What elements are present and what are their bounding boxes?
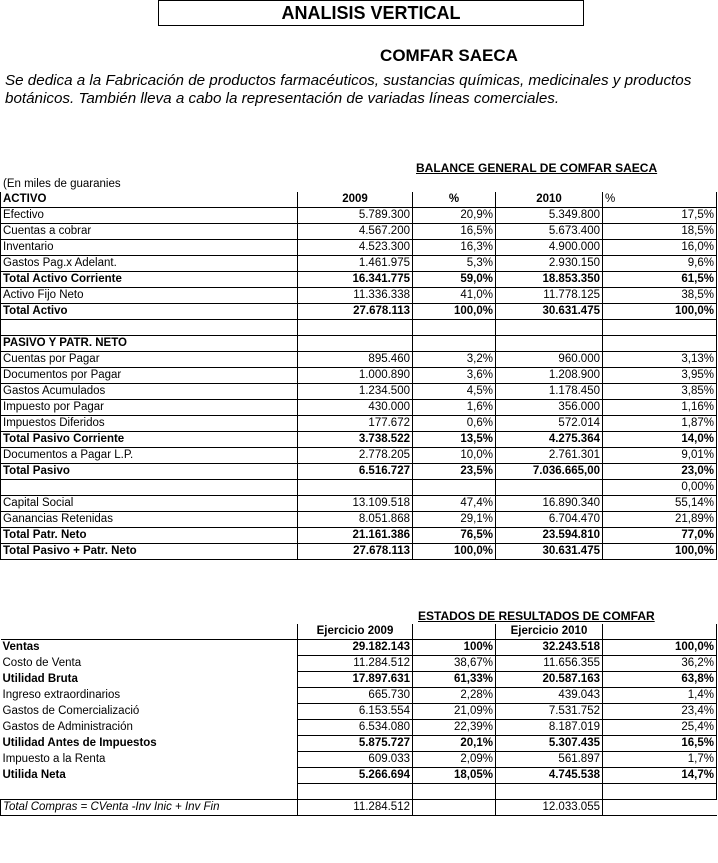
table-row [1, 352, 717, 368]
table-row [1, 256, 717, 272]
activo-heading: ACTIVO [1, 192, 298, 208]
row-label: Cuentas por Pagar [1, 352, 298, 368]
pct-2009: 41,0% [413, 288, 496, 304]
empty-cell [496, 320, 603, 336]
empty-cell [496, 336, 603, 352]
row-label: Impuesto a la Renta [1, 752, 298, 768]
value-2010: 572.014 [496, 416, 603, 432]
value-2009 [298, 480, 413, 496]
value-2010: 11.778.125 [496, 288, 603, 304]
row-label: Gastos Pag.x Adelant. [1, 256, 298, 272]
pct-2010: 0,00% [603, 480, 717, 496]
pct-2010: 16,0% [603, 240, 717, 256]
value-2010: 11.656.355 [496, 656, 603, 672]
row-label: Total Pasivo [1, 464, 298, 480]
table-row [1, 480, 717, 496]
pct-2010: 100,0% [603, 304, 717, 320]
pct-2009: 59,0% [413, 272, 496, 288]
value-2009: 177.672 [298, 416, 413, 432]
table-row [1, 656, 717, 672]
row-label: Total Activo [1, 304, 298, 320]
value-2009: 665.730 [298, 688, 413, 704]
row-label: Capital Social [1, 496, 298, 512]
pct-2010: 61,5% [603, 272, 717, 288]
pct-2010: 23,4% [603, 704, 717, 720]
table-row [1, 416, 717, 432]
empty-cell [603, 800, 717, 816]
table-row [1, 368, 717, 384]
pct-2009: 1,6% [413, 400, 496, 416]
row-label: Total Patr. Neto [1, 528, 298, 544]
table-row [1, 464, 717, 480]
company-description: Se dedica a la Fabricación de productos farmacéuticos, sustancias químicas, medicinales y productos botánicos. También lleva a cabo la representación de variadas líneas comerciales. [5, 72, 692, 107]
pct-2009: 23,5% [413, 464, 496, 480]
table-row [1, 720, 717, 736]
row-label: Documentos a Pagar L.P. [1, 448, 298, 464]
table-row [1, 528, 717, 544]
row-label: Utilidad Bruta [1, 672, 298, 688]
empty-cell [413, 624, 496, 640]
value-2009: 3.738.522 [298, 432, 413, 448]
table-row [1, 752, 717, 768]
col-header-2010: 2010 [496, 192, 603, 208]
value-2009: 8.051.868 [298, 512, 413, 528]
value-2010: 20.587.163 [496, 672, 603, 688]
row-label: Total Pasivo Corriente [1, 432, 298, 448]
spacer-row [1, 320, 717, 336]
compras-2010: 12.033.055 [496, 800, 603, 816]
row-label: Gastos de Administración [1, 720, 298, 736]
empty-cell [603, 624, 717, 640]
row-label: Costo de Venta [1, 656, 298, 672]
value-2010: 30.631.475 [496, 304, 603, 320]
pct-2010: 3,13% [603, 352, 717, 368]
empty-cell [298, 784, 413, 800]
empty-cell [413, 784, 496, 800]
col-header-ejercicio-2009: Ejercicio 2009 [298, 624, 413, 640]
pct-2009: 18,05% [413, 768, 496, 784]
value-2009: 2.778.205 [298, 448, 413, 464]
value-2010: 2.930.150 [496, 256, 603, 272]
col-header-pct-2009: % [413, 192, 496, 208]
resultados-header-row [1, 624, 717, 640]
pct-2009: 3,6% [413, 368, 496, 384]
value-2010: 18.853.350 [496, 272, 603, 288]
row-label: Documentos por Pagar [1, 368, 298, 384]
row-label: Utilidad Antes de Impuestos [1, 736, 298, 752]
value-2010: 6.704.470 [496, 512, 603, 528]
balance-title: BALANCE GENERAL DE COMFAR SAECA [416, 161, 658, 175]
pct-2009: 2,09% [413, 752, 496, 768]
table-row [1, 640, 717, 656]
value-2009: 16.341.775 [298, 272, 413, 288]
row-label: Activo Fijo Neto [1, 288, 298, 304]
pct-2010: 77,0% [603, 528, 717, 544]
value-2010 [496, 480, 603, 496]
pct-2009: 5,3% [413, 256, 496, 272]
pct-2010: 17,5% [603, 208, 717, 224]
value-2009: 17.897.631 [298, 672, 413, 688]
row-label: Total Pasivo + Patr. Neto [1, 544, 298, 560]
pct-2009 [413, 480, 496, 496]
value-2010: 8.187.019 [496, 720, 603, 736]
value-2010: 5.307.435 [496, 736, 603, 752]
value-2009: 5.266.694 [298, 768, 413, 784]
pct-2010: 36,2% [603, 656, 717, 672]
empty-cell [1, 784, 298, 800]
table-row [1, 272, 717, 288]
pct-2010: 25,4% [603, 720, 717, 736]
pasivo-header-row [1, 336, 717, 352]
empty-cell [496, 784, 603, 800]
pct-2010: 1,7% [603, 752, 717, 768]
table-row [1, 432, 717, 448]
pct-2009: 21,09% [413, 704, 496, 720]
pct-2010: 9,6% [603, 256, 717, 272]
empty-cell [413, 320, 496, 336]
empty-cell [413, 336, 496, 352]
pct-2009: 20,9% [413, 208, 496, 224]
table-row [1, 400, 717, 416]
pasivo-heading: PASIVO Y PATR. NETO [1, 336, 298, 352]
value-2009: 27.678.113 [298, 304, 413, 320]
compras-2009: 11.284.512 [298, 800, 413, 816]
table-row [1, 688, 717, 704]
col-header-2009: 2009 [298, 192, 413, 208]
pct-2010: 18,5% [603, 224, 717, 240]
pct-2009: 16,3% [413, 240, 496, 256]
table-row [1, 448, 717, 464]
pct-2009: 29,1% [413, 512, 496, 528]
pct-2009: 61,33% [413, 672, 496, 688]
pct-2010: 3,85% [603, 384, 717, 400]
pct-2009: 13,5% [413, 432, 496, 448]
empty-cell [603, 320, 717, 336]
table-row [1, 512, 717, 528]
page-title: ANALISIS VERTICAL [158, 0, 584, 26]
pct-2009: 47,4% [413, 496, 496, 512]
empty-cell [1, 624, 298, 640]
row-label: Ingreso extraordinarios [1, 688, 298, 704]
table-row [1, 240, 717, 256]
value-2010: 23.594.810 [496, 528, 603, 544]
row-label: Gastos de Comercializació [1, 704, 298, 720]
value-2009: 11.336.338 [298, 288, 413, 304]
empty-cell [603, 784, 717, 800]
value-2009: 6.534.080 [298, 720, 413, 736]
empty-cell [1, 320, 298, 336]
table-row [1, 224, 717, 240]
pct-2009: 4,5% [413, 384, 496, 400]
value-2009: 6.153.554 [298, 704, 413, 720]
pct-2010: 14,7% [603, 768, 717, 784]
empty-cell [298, 336, 413, 352]
value-2009: 4.523.300 [298, 240, 413, 256]
pct-2009: 100% [413, 640, 496, 656]
table-row [1, 736, 717, 752]
value-2009: 29.182.143 [298, 640, 413, 656]
value-2010: 5.349.800 [496, 208, 603, 224]
value-2010: 30.631.475 [496, 544, 603, 560]
row-label: Efectivo [1, 208, 298, 224]
table-row [1, 768, 717, 784]
value-2010: 356.000 [496, 400, 603, 416]
resultados-title: ESTADOS DE RESULTADOS DE COMFAR [418, 609, 655, 623]
balance-header-row [1, 192, 717, 208]
value-2010: 960.000 [496, 352, 603, 368]
value-2010: 4.745.538 [496, 768, 603, 784]
col-header-pct-2010: % [603, 192, 717, 208]
value-2009: 11.284.512 [298, 656, 413, 672]
row-label: Impuesto por Pagar [1, 400, 298, 416]
table-row [1, 704, 717, 720]
table-row [1, 672, 717, 688]
spacer-row [1, 784, 717, 800]
pct-2009: 3,2% [413, 352, 496, 368]
pct-2009: 100,0% [413, 304, 496, 320]
value-2010: 2.761.301 [496, 448, 603, 464]
value-2010: 32.243.518 [496, 640, 603, 656]
pct-2010: 1,87% [603, 416, 717, 432]
table-row [1, 496, 717, 512]
pct-2009: 38,67% [413, 656, 496, 672]
row-label: Ventas [1, 640, 298, 656]
pct-2010: 63,8% [603, 672, 717, 688]
value-2010: 439.043 [496, 688, 603, 704]
pct-2009: 10,0% [413, 448, 496, 464]
value-2009: 6.516.727 [298, 464, 413, 480]
pct-2010: 1,4% [603, 688, 717, 704]
value-2009: 1.000.890 [298, 368, 413, 384]
value-2010: 7.531.752 [496, 704, 603, 720]
value-2009: 430.000 [298, 400, 413, 416]
balance-table [0, 192, 717, 560]
pct-2009: 2,28% [413, 688, 496, 704]
row-label: Cuentas a cobrar [1, 224, 298, 240]
company-name: COMFAR SAECA [380, 46, 518, 65]
pct-2010: 23,0% [603, 464, 717, 480]
row-label: Ganancias Retenidas [1, 512, 298, 528]
pct-2010: 100,0% [603, 544, 717, 560]
row-label: Impuestos Diferidos [1, 416, 298, 432]
pct-2010: 9,01% [603, 448, 717, 464]
row-label: Gastos Acumulados [1, 384, 298, 400]
table-row [1, 544, 717, 560]
pct-2010: 38,5% [603, 288, 717, 304]
col-header-ejercicio-2010: Ejercicio 2010 [496, 624, 603, 640]
value-2010: 1.178.450 [496, 384, 603, 400]
value-2010: 4.275.364 [496, 432, 603, 448]
row-label: Utilida Neta [1, 768, 298, 784]
total-compras-row [1, 800, 717, 816]
row-label [1, 480, 298, 496]
table-row [1, 288, 717, 304]
value-2009: 609.033 [298, 752, 413, 768]
pct-2009: 16,5% [413, 224, 496, 240]
value-2009: 27.678.113 [298, 544, 413, 560]
value-2009: 13.109.518 [298, 496, 413, 512]
value-2010: 16.890.340 [496, 496, 603, 512]
pct-2009: 100,0% [413, 544, 496, 560]
value-2009: 1.234.500 [298, 384, 413, 400]
value-2009: 1.461.975 [298, 256, 413, 272]
total-compras-label: Total Compras = CVenta -Inv Inic + Inv Fin [1, 800, 298, 816]
row-label: Total Activo Corriente [1, 272, 298, 288]
value-2010: 4.900.000 [496, 240, 603, 256]
pct-2010: 21,89% [603, 512, 717, 528]
units-note: (En miles de guaranies [3, 178, 121, 190]
value-2010: 7.036.665,00 [496, 464, 603, 480]
value-2009: 4.567.200 [298, 224, 413, 240]
value-2009: 5.875.727 [298, 736, 413, 752]
pct-2010: 14,0% [603, 432, 717, 448]
pct-2010: 1,16% [603, 400, 717, 416]
pct-2009: 20,1% [413, 736, 496, 752]
resultados-table [0, 624, 717, 816]
pct-2009: 76,5% [413, 528, 496, 544]
empty-cell [413, 800, 496, 816]
pct-2010: 55,14% [603, 496, 717, 512]
value-2010: 5.673.400 [496, 224, 603, 240]
table-row [1, 208, 717, 224]
empty-cell [603, 336, 717, 352]
pct-2009: 22,39% [413, 720, 496, 736]
pct-2010: 16,5% [603, 736, 717, 752]
value-2010: 1.208.900 [496, 368, 603, 384]
value-2009: 5.789.300 [298, 208, 413, 224]
empty-cell [298, 320, 413, 336]
pct-2010: 3,95% [603, 368, 717, 384]
value-2009: 21.161.386 [298, 528, 413, 544]
table-row [1, 304, 717, 320]
pct-2009: 0,6% [413, 416, 496, 432]
table-row [1, 384, 717, 400]
value-2010: 561.897 [496, 752, 603, 768]
pct-2010: 100,0% [603, 640, 717, 656]
row-label: Inventario [1, 240, 298, 256]
value-2009: 895.460 [298, 352, 413, 368]
